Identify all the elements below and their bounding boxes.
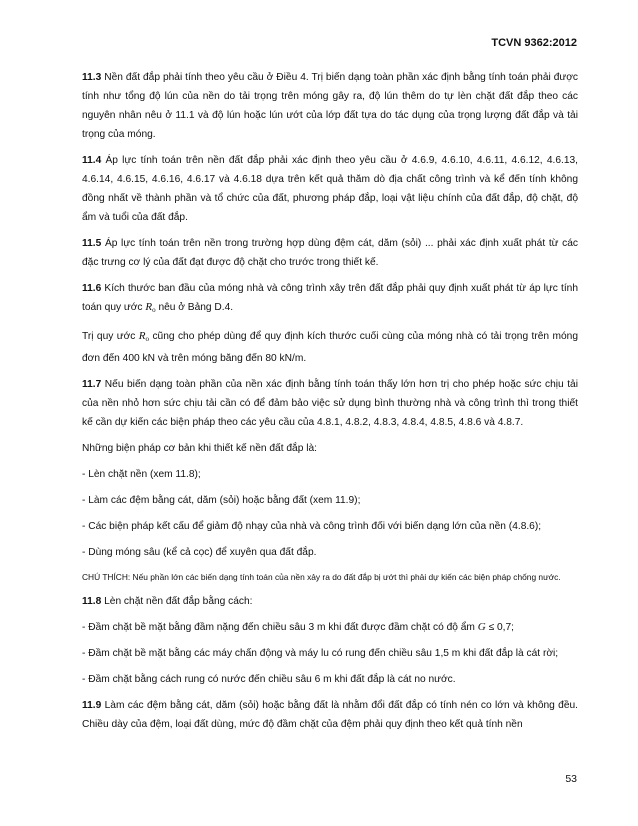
measure-item: - Làm các đệm bằng cát, dăm (sỏi) hoặc bằng đất (xem 11.9); bbox=[82, 495, 361, 506]
document-body bbox=[82, 68, 578, 741]
clause-text: Nền đất đắp phải tính theo yêu cầu ở Điều 4. Trị biến dạng toàn phần xác định bằng tính toán phải được tính như tổng độ lún của nền do tải trọng trên móng gây ra, độ lún thêm do tự lèn chặt đất đắp theo các nguyên nhân nêu ở 11.1 và độ lún hoặc lún ướt của lớp đất tựa do tác dụng của trọng lượng đất đắp và tải trọng của móng. bbox=[82, 72, 578, 140]
page-number: 53 bbox=[565, 773, 577, 785]
clause-text: Kích thước ban đầu của móng nhà và công trình xây trên đất đắp phải quy định xuất phát từ áp lực tính toán quy ước bbox=[82, 283, 578, 313]
measure-item: - Dùng móng sâu (kể cả cọc) để xuyên qua đất đắp. bbox=[82, 547, 317, 558]
clause-text: Nếu biến dạng toàn phần của nền xác định bằng tính toán thấy lớn hơn trị cho phép hoặc sức chịu tải của nền nhỏ hơn sức chịu tải cần có để đảm bảo việc sử dụng bình thường nhà và công trình thì trong thiết kế cần dự kiến các biện pháp theo các yêu cầu của 4.8.1, 4.8.2, 4.8.3, 4.8.4, 4.8.5, 4.8.6 và 4.8.7. bbox=[82, 379, 578, 428]
measure-item: - Lèn chặt nền (xem 11.8); bbox=[82, 469, 201, 480]
clause-text: Áp lực tính toán trên nền trong trường hợp dùng đệm cát, dăm (sỏi) ... phải xác định xuất phát từ các đặc trưng cơ lý của đất đạt được độ chặt cho trước trong thiết kế. bbox=[82, 238, 578, 268]
compaction-item: - Đầm chặt bề mặt bằng đầm nặng đến chiều sâu 3 m khi đất được đầm chặt có độ ẩm G ≤ 0,7; bbox=[82, 621, 514, 633]
clause-number: 11.4 bbox=[82, 155, 102, 166]
clause-11-3 bbox=[82, 68, 578, 144]
clause-text: Làm các đệm bằng cát, dăm (sỏi) hoặc bằng đất là nhằm đổi đất đắp có tính nén co lớn và không đều. Chiều dày của đệm, loại đất dùng, mức độ đầm chặt của đệm phải quy định theo kết quả tính nền bbox=[82, 700, 578, 730]
clause-number: 11.8 bbox=[82, 596, 102, 607]
measure-item: - Các biện pháp kết cấu để giảm độ nhạy của nhà và công trình đối với biến dạng lớn của nền (4.8.6); bbox=[82, 521, 542, 532]
clause-11-4 bbox=[82, 151, 578, 227]
symbol-g: G bbox=[477, 621, 486, 633]
clause-11-7 bbox=[82, 375, 578, 432]
clause-text-after: nêu ở Bảng D.4. bbox=[158, 302, 234, 313]
standard-header: TCVN 9362:2012 bbox=[491, 37, 577, 49]
clause-11-9 bbox=[82, 696, 578, 734]
clause-11-6 bbox=[82, 279, 578, 320]
note: CHÚ THÍCH: Nếu phần lớn các biến dạng tính toán của nền xảy ra do đất đắp bị ướt thì phải dự kiến các biện pháp chống nước. bbox=[82, 572, 561, 582]
symbol-r0: $R_o$ bbox=[138, 330, 150, 343]
clause-number: 11.5 bbox=[82, 238, 102, 249]
clause-11-5 bbox=[82, 234, 578, 272]
clause-text: Áp lực tính toán trên nền đất đắp phải xác định theo yêu cầu ở 4.6.9, 4.6.10, 4.6.11, 4.6.12, 4.6.13, 4.6.14, 4.6.15, 4.6.16, 4.6.17 và 4.6.18 dựa trên kết quả thăm dò địa chất công trình và kể đến tính không đồng nhất về thành phần và tổ chức của đất, phương pháp đắp, loại vật liệu chính của đất đắp, độ chặt, độ ẩm và tuổi của đất đắp. bbox=[82, 155, 578, 223]
clause-text: Lèn chặt nền đất đắp bằng cách: bbox=[104, 596, 253, 607]
paragraph-r0 bbox=[82, 327, 578, 368]
compaction-item: - Đầm chặt bề mặt bằng các máy chấn động và máy lu có rung đến chiều sâu 1,5 m khi đất đắp là cát rời; bbox=[82, 648, 559, 659]
clause-number: 11.6 bbox=[82, 283, 102, 294]
paragraph-text-after: cũng cho phép dùng để quy định kích thước cuối cùng của móng nhà có tải trọng trên móng đơn đến 400 kN và trên móng băng đến 80 kN/m. bbox=[82, 331, 578, 364]
clause-number: 11.9 bbox=[82, 700, 102, 711]
clause-number: 11.7 bbox=[82, 379, 102, 390]
clause-number: 11.3 bbox=[82, 72, 102, 83]
clause-11-8 bbox=[82, 592, 578, 611]
compaction-item: - Đầm chặt bằng cách rung có nước đến chiều sâu 6 m khi đất đắp là cát no nước. bbox=[82, 674, 456, 685]
measures-intro: Những biện pháp cơ bản khi thiết kế nền đất đắp là: bbox=[82, 443, 317, 454]
paragraph-text: Trị quy ước bbox=[82, 331, 136, 342]
symbol-r0: $R_o$ bbox=[145, 301, 156, 314]
